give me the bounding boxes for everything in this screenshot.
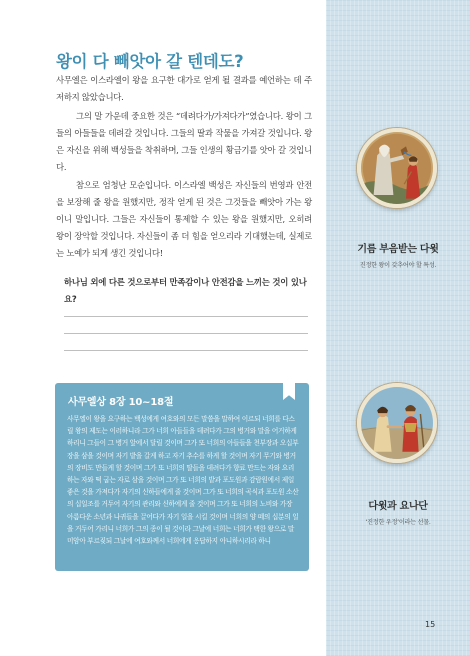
paragraph: 참으로 엄청난 모순입니다. 이스라엘 백성은 자신들의 번영과 안전을 보장해 줄 왕을 원했지만, 정작 얻게 된 것은 그것들을 빼앗아 가는 왕이니 말입니다. 그들은 자신들이 통제할 수 있는 왕을 원했지만, 오히려 왕이 장악할 것입니다. 자신들이 좀 더 힘을 얻으리라 기대했는데, 실제로는 노예가 되게 생긴 것입니다! (56, 180, 312, 259)
anointing-image (361, 132, 433, 204)
sidebar (326, 0, 470, 656)
scripture-text: 사무엘이 왕을 요구하는 백성에게 여호와의 모든 말씀을 말하여 이르되 너희를 다스릴 왕의 제도는 이러하니라 그가 너희 아들들을 데려다가 그의 병거와 말을 어거하게 하리니 그들이 그 병거 앞에서 달릴 것이며 그가 또 너희의 아들들을 천부장과 오십부장을 삼을 것이며 자기 밭을 갈게 하고 자기 추수를 하게 할 것이며 자기 무기와 병거의 장비도 만들게 할 것이며 그가 또 너희의 딸들을 데려다가 향료 만드는 자와 요리하는 자와 떡 굽는 자로 삼을 것이며 그가 또 너희의 밭과 포도원과 감람원에서 제일 좋은 것을 가져다가 자기의 신하들에게 줄 것이며 그가 또 너희의 곡식과 포도원 소산의 십일조를 거두어 자기의 관리와 신하에게 줄 것이며 그가 또 너희의 노비와 가장 아름다운 소년과 나귀들을 끌어다가 자기 일을 시킬 것이며 너희의 양 떼의 십분의 일을 거두어 가리니 너희가 그의 종이 될 것이라 그날에 너희는 너희가 택한 왕으로 말미암아 부르짖되 그날에 여호와께서 너희에게 응답하지 아니하시리라 하니 (67, 415, 299, 546)
anointing-illustration (357, 128, 437, 208)
caption-subtitle: 진정한 왕이 갖추어야 할 특성. (359, 262, 437, 269)
scripture-title: 사무엘상 8장 10~18절 (68, 397, 174, 408)
answer-line[interactable] (64, 316, 308, 317)
paragraph: 사무엘은 이스라엘이 왕을 요구한 대가로 얻게 될 결과를 예언하는 데 주저하지 않았습니다. (56, 75, 312, 102)
body-text (56, 72, 312, 264)
bookmark-icon (283, 383, 295, 400)
caption-subtitle: ‘진정한 우정’이라는 선물. (365, 519, 431, 526)
david-jonathan-image (361, 387, 433, 459)
page-number: 15 (425, 620, 436, 629)
caption-title: 기름 부음받는 다윗 (357, 244, 439, 255)
caption-title: 다윗과 요나단 (368, 501, 428, 512)
reflection-question: 하나님 외에 다른 것으로부터 만족감이나 안전감을 느끼는 것이 있나요? (64, 277, 307, 304)
answer-line[interactable] (64, 333, 308, 334)
section-heading: 왕이 다 빼앗아 갈 텐데도? (56, 52, 244, 71)
david-jonathan-illustration (357, 383, 437, 463)
paragraph: 그의 말 가운데 중요한 것은 “데려다가/가져다가”였습니다. 왕이 그들의 아들들을 데려갈 것입니다. 그들의 딸과 작물을 가져갈 것입니다. 왕은 자신을 위해 백성들을 착취하며, 그들 인생의 황금기를 앗아 갈 것입니다. (56, 110, 312, 172)
scripture-box (55, 383, 309, 571)
answer-line[interactable] (64, 350, 308, 351)
